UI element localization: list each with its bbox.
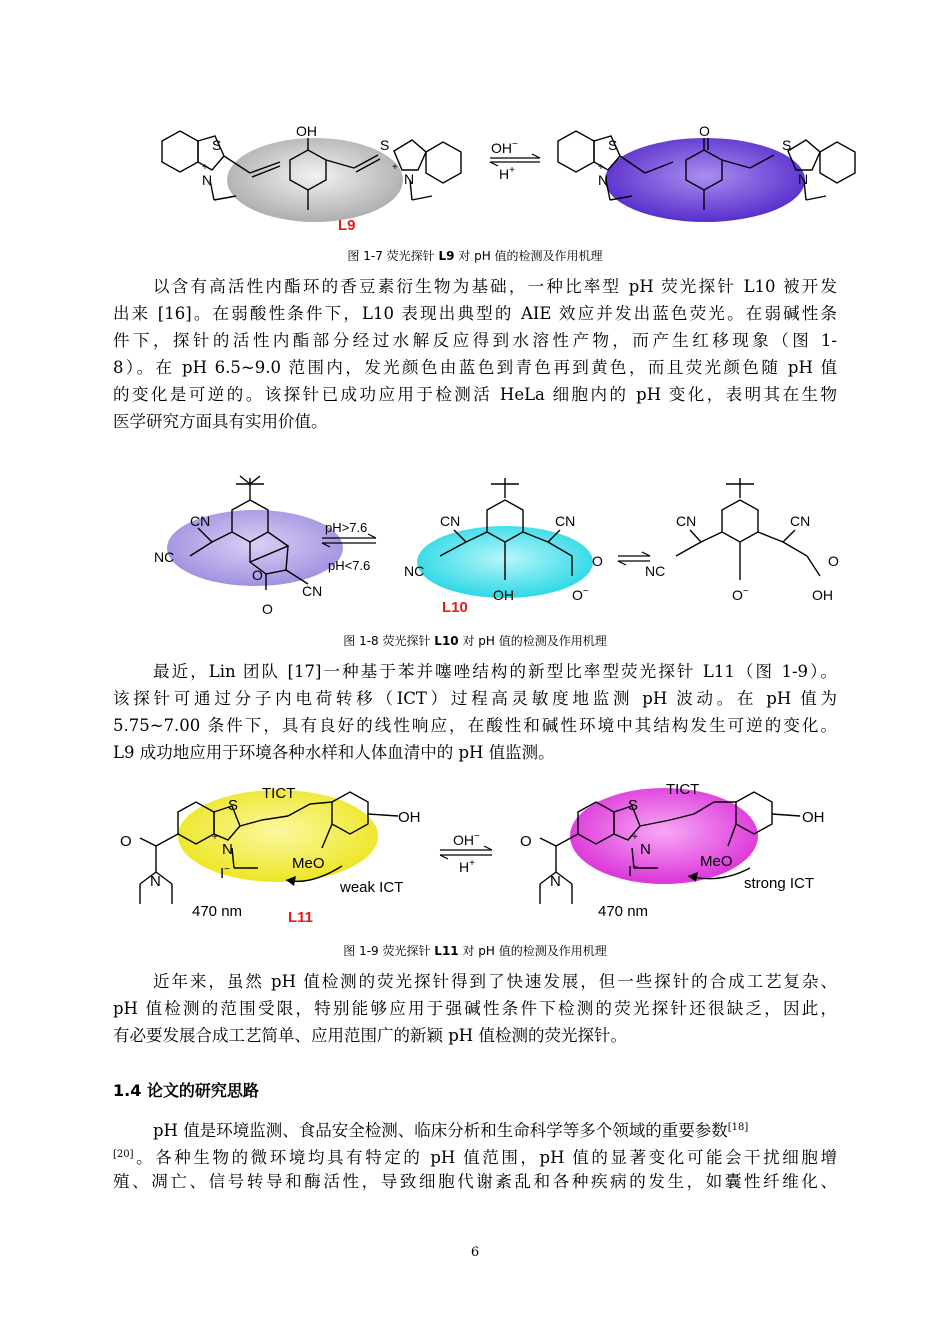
l11-iodide: I− xyxy=(220,864,231,882)
l10-cn-bottom: CN xyxy=(302,583,323,599)
l9p-n-right: N xyxy=(798,171,809,187)
l9p-n-left: N xyxy=(598,172,609,188)
l9-reverse-reagent: H+ xyxy=(499,165,515,182)
l10-probe-label: L10 xyxy=(442,599,468,616)
figure-1-9-scheme xyxy=(110,776,850,934)
l9p-plus-left: + xyxy=(598,162,604,173)
section-heading: 1.4 论文的研究思路 xyxy=(113,1081,259,1100)
p1-line: 件下，探针的活性内酯部分经过水解反应得到水溶性产物，而产生红移现象（图 1- xyxy=(113,331,837,350)
l11-amide-o: O xyxy=(120,833,132,850)
l10b-nc: NC xyxy=(404,563,425,579)
p2-line: 5.75~7.00 条件下，具有良好的线性响应，在酸性和碱性环境中其结构发生可逆的变化。 xyxy=(113,716,837,735)
figure-1-9-caption: 图 1-9 荧光探针 L11 对 pH 值的检测及作用机理 xyxy=(343,944,607,958)
ref-20: [20] xyxy=(113,1149,134,1160)
l11p-n: N xyxy=(640,841,651,858)
l9-forward-reagent: OH− xyxy=(491,139,518,156)
l11-plus: + xyxy=(212,832,218,843)
l10b-oh: OH xyxy=(493,587,514,603)
l9-plus-left: + xyxy=(202,162,208,173)
l10-condition-low: pH<7.6 xyxy=(328,558,371,573)
l11-n: N xyxy=(222,841,233,858)
l9p-s-right: S xyxy=(782,137,792,153)
l9-probe-label: L9 xyxy=(338,217,356,234)
l11-probe-label: L11 xyxy=(288,909,314,926)
l11p-amide-o: O xyxy=(520,833,532,850)
l11-tict: TICT xyxy=(262,785,296,802)
l11-amide-n: N xyxy=(150,873,161,890)
p2-line: L9 成功地应用于环境各种水样和人体血清中的 pH 值监测。 xyxy=(113,743,555,762)
l9p-s-left: S xyxy=(608,137,618,153)
p2-line: 该探针可通过分子内电荷转移（ICT）过程高灵敏度地监测 pH 波动。在 pH 值为 xyxy=(113,689,837,708)
l11-meo: MeO xyxy=(292,855,325,872)
page-number: 6 xyxy=(470,1245,480,1260)
l11p-oh: OH xyxy=(802,809,825,826)
l9-s-left: S xyxy=(212,137,222,153)
p1-line: 的变化是可逆的。该探针已成功应用于检测活 HeLa 细胞内的 pH 变化，表明其在生物 xyxy=(113,385,837,404)
l10-nc-left: NC xyxy=(154,549,175,565)
l10c-cn-left: CN xyxy=(676,513,697,529)
p4-line-1: pH 值是环境监测、食品安全检测、临床分析和生命科学等多个领域的重要参数[18] xyxy=(153,1121,749,1140)
l11p-meo: MeO xyxy=(700,853,733,870)
l10c-cn-right: CN xyxy=(790,513,811,529)
l11-weak-ict: weak ICT xyxy=(340,879,404,896)
p2-line: 最近，Lin 团队 [17]一种基于苯并噻唑结构的新型比率型荧光探针 L11（图 1-9）。 xyxy=(153,662,837,681)
l10-condition-high: pH>7.6 xyxy=(325,520,368,535)
p3-line: 有必要发展合成工艺简单、应用范围广的新颖 pH 值检测的荧光探针。 xyxy=(113,1026,627,1045)
l10-cn-top: CN xyxy=(190,513,211,529)
l10b-cn-right: CN xyxy=(555,513,576,529)
p3-line: 近年来，虽然 pH 值检测的荧光探针得到了快速发展，但一些探针的合成工艺复杂、 xyxy=(153,972,837,991)
l10c-oh: OH xyxy=(812,587,833,603)
l9-gray-highlight xyxy=(227,138,403,222)
p1-line: 医学研究方面具有实用价值。 xyxy=(113,412,328,431)
p1-line: 8）。在 pH 6.5~9.0 范围内，发光颜色由蓝色到青色再到黄色，而且荧光颜色随 pH 值 xyxy=(113,358,837,377)
l11-oh: OH xyxy=(398,809,421,826)
l10-hydrolysis-product-lines xyxy=(676,478,820,580)
l10-ring-o: O xyxy=(252,567,263,583)
l9p-carbonyl: O xyxy=(699,123,710,139)
p4-line-3: 殖、凋亡、信号转导和酶活性，导致细胞代谢紊乱和各种疾病的发生，如囊性纤维化、 xyxy=(113,1172,837,1191)
l11p-amide-n: N xyxy=(550,873,561,890)
l11p-iodide: I− xyxy=(628,862,639,880)
figure-1-8-caption: 图 1-8 荧光探针 L10 对 pH 值的检测及作用机理 xyxy=(343,634,607,648)
l9-n-right: N xyxy=(404,171,415,187)
l11p-strong-ict: strong ICT xyxy=(744,875,815,892)
l9-hydroxyl: OH xyxy=(296,123,317,139)
ref-18: [18] xyxy=(727,1122,749,1133)
l11p-tict: TICT xyxy=(666,781,700,798)
p3-line: pH 值检测的范围受限，特别能够应用于强碱性条件下检测的荧光探针还很缺乏，因此， xyxy=(113,999,837,1018)
l11-yellow-highlight xyxy=(178,790,378,882)
figure-1-7-scheme xyxy=(140,118,880,240)
l10b-o: O xyxy=(592,553,603,569)
l10c-o-minus: O− xyxy=(732,586,749,603)
figure-1-7-caption: 图 1-7 荧光探针 L9 对 pH 值的检测及作用机理 xyxy=(347,249,603,263)
l11-reverse-reagent: H+ xyxy=(459,858,475,875)
l10b-o-minus: O− xyxy=(572,586,589,603)
l11p-wavelength: 470 nm xyxy=(598,903,649,920)
l10-carbonyl-o: O xyxy=(262,601,273,617)
l11-s: S xyxy=(228,797,239,814)
p1-line: 以含有高活性内酯环的香豆素衍生物为基础，一种比率型 pH 荧光探针 L10 被开发 xyxy=(153,277,837,296)
l9-plus-right: + xyxy=(392,162,398,173)
l11-forward-reagent: OH− xyxy=(453,831,480,848)
p1-line: 出来 [16]。在弱酸性条件下，L10 表现出典型的 AIE 效应并发出蓝色荧光。在弱碱性条 xyxy=(113,304,837,323)
l11p-plus: + xyxy=(632,832,638,843)
l9-s-right: S xyxy=(380,137,390,153)
l10c-o: O xyxy=(828,553,839,569)
p4-line-2: [20]。各种生物的微环境均具有特定的 pH 值范围，pH 值的显著变化可能会干扰细胞增 xyxy=(113,1148,837,1167)
l11-wavelength: 470 nm xyxy=(192,903,243,920)
l10b-cn-left: CN xyxy=(440,513,461,529)
figure-1-8-scheme xyxy=(140,470,860,625)
l10c-nc: NC xyxy=(645,563,666,579)
l11p-s: S xyxy=(628,797,639,814)
l9-n-left: N xyxy=(202,172,213,188)
